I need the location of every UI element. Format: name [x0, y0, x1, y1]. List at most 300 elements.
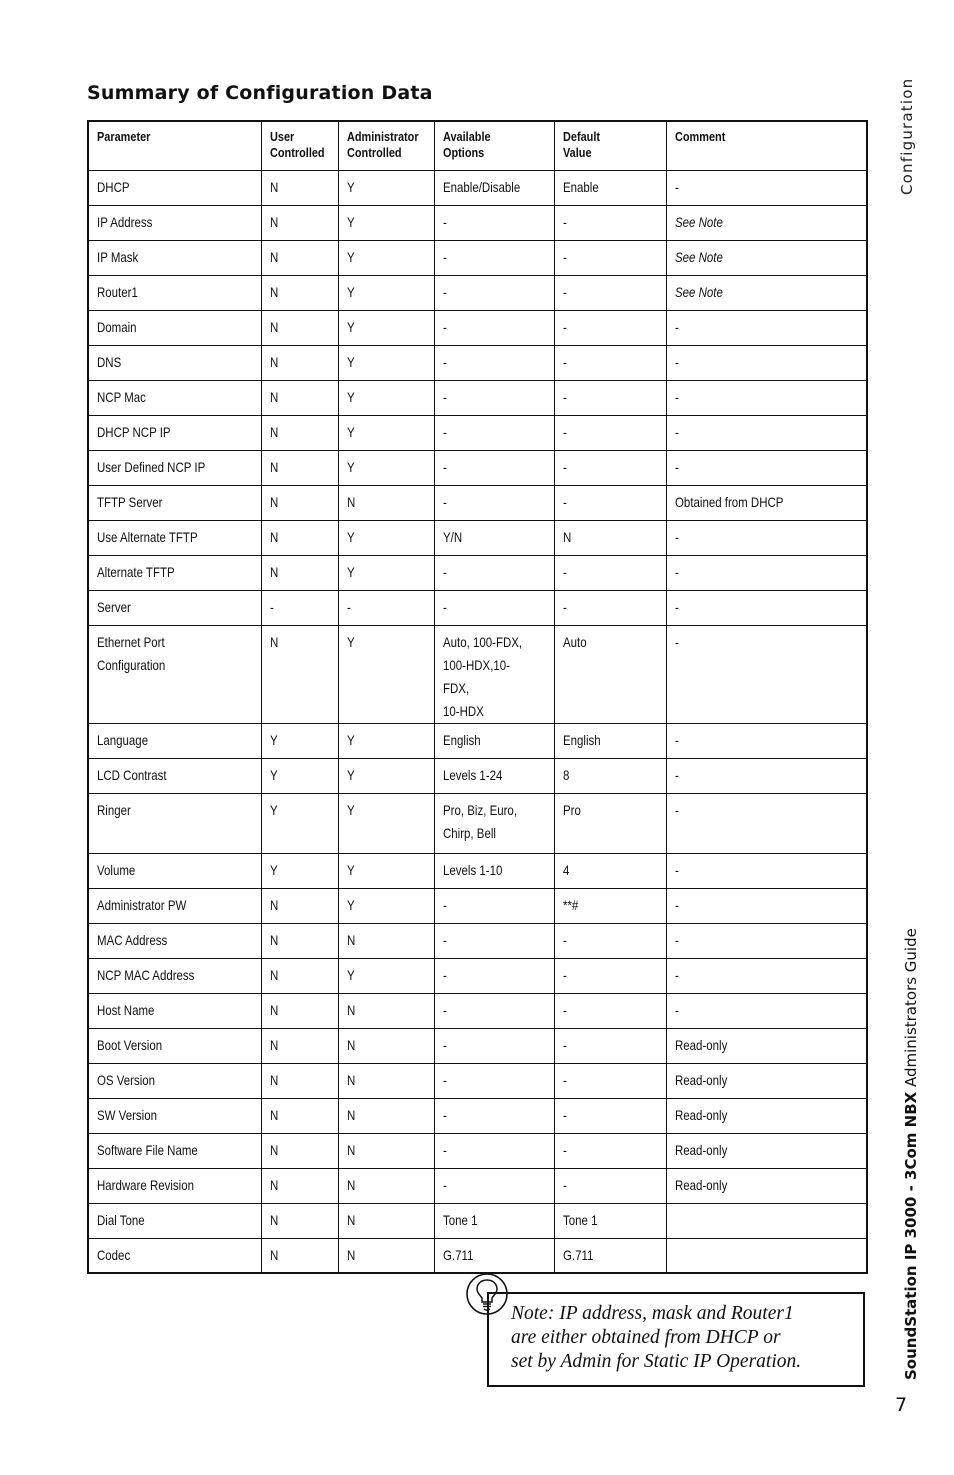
table-cell	[261, 888, 338, 923]
cell-text: G.711	[562, 1246, 593, 1263]
cell-text: 4	[562, 861, 569, 878]
table-cell	[88, 1133, 261, 1168]
table-cell	[434, 625, 554, 723]
table-cell	[666, 1133, 867, 1168]
cell-text: Y	[346, 731, 355, 748]
cell-text: -	[562, 1071, 567, 1088]
cell-text: Y	[346, 248, 355, 265]
table-cell	[338, 625, 434, 723]
table-cell	[338, 923, 434, 958]
table-row	[88, 1238, 867, 1273]
table-row	[88, 310, 867, 345]
cell-text: -	[562, 353, 567, 370]
cell-text: N	[269, 458, 278, 475]
table-row	[88, 625, 867, 723]
table-cell	[434, 1098, 554, 1133]
column-header-label: Parameter	[97, 129, 151, 144]
table-cell	[434, 450, 554, 485]
table-cell	[554, 555, 666, 590]
table-cell	[261, 590, 338, 625]
guide-suffix: Administrators Guide	[902, 928, 920, 1088]
table-cell	[88, 1028, 261, 1063]
note-box	[487, 1292, 865, 1387]
cell-text: NCP Mac	[97, 388, 146, 405]
table-cell	[88, 590, 261, 625]
cell-text: Hardware Revision	[97, 1176, 194, 1193]
cell-text: Read-only	[674, 1071, 727, 1088]
cell-text: IP Address	[97, 213, 153, 230]
table-cell	[261, 415, 338, 450]
table-cell	[88, 793, 261, 853]
table-row	[88, 240, 867, 275]
cell-text: Volume	[97, 861, 136, 878]
cell-text: N	[269, 528, 278, 545]
table-cell	[261, 1063, 338, 1098]
table-cell	[666, 958, 867, 993]
cell-text: N	[269, 1106, 278, 1123]
cell-text: N	[269, 493, 278, 510]
table-cell	[88, 723, 261, 758]
column-header	[88, 121, 261, 170]
cell-text: Language	[97, 731, 149, 748]
table-cell	[554, 1133, 666, 1168]
table-cell	[666, 555, 867, 590]
table-cell	[88, 1203, 261, 1238]
cell-text: -	[562, 423, 567, 440]
cell-text: OS Version	[97, 1071, 156, 1088]
table-cell	[88, 1238, 261, 1273]
table-cell	[261, 520, 338, 555]
table-cell	[338, 1168, 434, 1203]
cell-text: Y	[269, 731, 278, 748]
cell-text: Tone 1	[562, 1211, 597, 1228]
table-cell	[261, 450, 338, 485]
table-cell	[338, 205, 434, 240]
table-cell	[261, 170, 338, 205]
cell-text: N	[346, 1246, 355, 1263]
cell-text: Codec	[97, 1246, 131, 1263]
table-row	[88, 993, 867, 1028]
table-cell	[554, 205, 666, 240]
table-cell	[88, 415, 261, 450]
cell-text: **#	[562, 896, 578, 913]
cell-text: -	[562, 388, 567, 405]
table-row	[88, 1098, 867, 1133]
table-cell	[261, 1168, 338, 1203]
cell-text: -	[562, 598, 567, 615]
table-cell	[338, 888, 434, 923]
cell-text: -	[442, 248, 447, 265]
column-header	[261, 121, 338, 170]
table-row	[88, 205, 867, 240]
table-cell	[261, 993, 338, 1028]
table-cell	[666, 590, 867, 625]
table-cell	[261, 958, 338, 993]
guide-product: SoundStation IP 3000 - 3Com NBX	[902, 1091, 920, 1380]
cell-text: -	[562, 1141, 567, 1158]
table-cell	[338, 1063, 434, 1098]
cell-text: DHCP NCP IP	[97, 423, 171, 440]
table-cell	[666, 923, 867, 958]
cell-text: Y	[346, 283, 355, 300]
table-cell	[88, 345, 261, 380]
table-cell	[434, 958, 554, 993]
table-cell	[554, 888, 666, 923]
column-header-label: Default Value	[562, 129, 600, 160]
cell-text: Auto	[562, 633, 587, 650]
table-cell	[88, 205, 261, 240]
cell-text: N	[269, 1001, 278, 1018]
cell-text: -	[442, 1141, 447, 1158]
table-cell	[554, 923, 666, 958]
table-cell	[666, 240, 867, 275]
table-cell	[554, 415, 666, 450]
note-text: Note: IP address, mask and Router1 are either obtained from DHCP or set by Admin for Static IP Operation.	[511, 1303, 802, 1372]
cell-text: -	[562, 248, 567, 265]
cell-text: -	[674, 766, 679, 783]
table-cell	[434, 380, 554, 415]
cell-text: N	[346, 1211, 355, 1228]
table-cell	[88, 888, 261, 923]
cell-text: -	[674, 388, 679, 405]
cell-text: -	[562, 563, 567, 580]
table-cell	[554, 170, 666, 205]
guide-title	[902, 928, 920, 1380]
cell-text: Y	[346, 563, 355, 580]
cell-text: -	[562, 966, 567, 983]
table-cell	[554, 1028, 666, 1063]
table-row	[88, 1028, 867, 1063]
cell-text: -	[562, 493, 567, 510]
cell-text: Y	[346, 388, 355, 405]
table-cell	[261, 380, 338, 415]
table-cell	[554, 758, 666, 793]
table-row	[88, 1203, 867, 1238]
table-cell	[554, 275, 666, 310]
cell-text: -	[269, 598, 274, 615]
table-cell	[666, 1098, 867, 1133]
cell-text: -	[674, 861, 679, 878]
cell-text: Host Name	[97, 1001, 155, 1018]
cell-text: -	[442, 1176, 447, 1193]
table-cell	[554, 310, 666, 345]
table-cell	[554, 345, 666, 380]
cell-text: -	[442, 353, 447, 370]
cell-text: N	[269, 563, 278, 580]
table-cell	[554, 793, 666, 853]
cell-text: -	[674, 353, 679, 370]
cell-text: -	[442, 318, 447, 335]
table-cell	[338, 520, 434, 555]
table-cell	[434, 205, 554, 240]
column-header	[338, 121, 434, 170]
cell-text: -	[442, 896, 447, 913]
cell-text: -	[674, 318, 679, 335]
table-cell	[666, 310, 867, 345]
table-cell	[666, 853, 867, 888]
table-row	[88, 415, 867, 450]
cell-text: -	[442, 1071, 447, 1088]
cell-text: N	[269, 1036, 278, 1053]
cell-text: N	[269, 423, 278, 440]
cell-text: Y	[346, 861, 355, 878]
table-cell	[434, 758, 554, 793]
cell-text: MAC Address	[97, 931, 168, 948]
table-cell	[88, 450, 261, 485]
cell-text: -	[674, 896, 679, 913]
column-header	[434, 121, 554, 170]
cell-text: Enable/Disable	[442, 178, 520, 195]
cell-text: -	[442, 1001, 447, 1018]
cell-text: IP Mask	[97, 248, 139, 265]
cell-text: N	[269, 1141, 278, 1158]
table-cell	[554, 993, 666, 1028]
table-cell	[554, 723, 666, 758]
cell-text: Levels 1-24	[442, 766, 502, 783]
cell-text: -	[442, 931, 447, 948]
cell-text: Dial Tone	[97, 1211, 145, 1228]
cell-text: -	[562, 1106, 567, 1123]
table-cell	[434, 240, 554, 275]
page-number: 7	[895, 1394, 908, 1416]
cell-text: -	[442, 598, 447, 615]
table-cell	[666, 1028, 867, 1063]
cell-text: N	[269, 966, 278, 983]
table-cell	[88, 993, 261, 1028]
cell-text: -	[674, 458, 679, 475]
table-cell	[554, 625, 666, 723]
cell-text: -	[442, 1036, 447, 1053]
table-cell	[434, 1133, 554, 1168]
cell-text: G.711	[442, 1246, 473, 1263]
table-cell	[261, 485, 338, 520]
cell-text: Use Alternate TFTP	[97, 528, 198, 545]
cell-text: Tone 1	[442, 1211, 477, 1228]
table-cell	[434, 485, 554, 520]
table-cell	[434, 993, 554, 1028]
table-cell	[261, 345, 338, 380]
cell-text: Read-only	[674, 1106, 727, 1123]
cell-text: -	[674, 178, 679, 195]
table-cell	[338, 590, 434, 625]
cell-text: LCD Contrast	[97, 766, 167, 783]
table-cell	[88, 485, 261, 520]
cell-text: -	[674, 801, 679, 818]
cell-text: -	[562, 283, 567, 300]
table-cell	[338, 1028, 434, 1063]
cell-text: Y	[269, 801, 278, 818]
cell-text: Y	[269, 861, 278, 878]
table-cell	[261, 555, 338, 590]
cell-text: User Defined NCP IP	[97, 458, 206, 475]
cell-text: -	[442, 458, 447, 475]
cell-text: Pro, Biz, Euro, Chirp, Bell	[442, 801, 517, 841]
table-cell	[666, 625, 867, 723]
table-row	[88, 888, 867, 923]
table-cell	[554, 240, 666, 275]
cell-text: -	[674, 633, 679, 650]
cell-text: Administrator PW	[97, 896, 187, 913]
cell-text: Read-only	[674, 1141, 727, 1158]
cell-text: -	[562, 931, 567, 948]
cell-text: TFTP Server	[97, 493, 163, 510]
table-row	[88, 380, 867, 415]
table-cell	[434, 793, 554, 853]
table-cell	[554, 450, 666, 485]
cell-text: -	[442, 283, 447, 300]
table-cell	[666, 993, 867, 1028]
cell-text: N	[346, 931, 355, 948]
cell-text: N	[269, 388, 278, 405]
cell-text: Read-only	[674, 1176, 727, 1193]
cell-text: N	[269, 178, 278, 195]
cell-text: -	[442, 213, 447, 230]
table-cell	[434, 1203, 554, 1238]
column-header-label: Administrator Controlled	[346, 129, 419, 160]
table-row	[88, 1063, 867, 1098]
table-cell	[666, 1238, 867, 1273]
section-label: Configuration	[898, 77, 916, 195]
cell-text: Alternate TFTP	[97, 563, 175, 580]
table-cell	[338, 555, 434, 590]
table-row	[88, 723, 867, 758]
table-cell	[666, 758, 867, 793]
table-row	[88, 275, 867, 310]
table-cell	[666, 723, 867, 758]
cell-text: English	[442, 731, 481, 748]
table-cell	[338, 485, 434, 520]
table-cell	[554, 1098, 666, 1133]
table-cell	[261, 793, 338, 853]
cell-text: N	[562, 528, 571, 545]
table-cell	[261, 1098, 338, 1133]
cell-text: Obtained from DHCP	[674, 493, 783, 510]
table-row	[88, 450, 867, 485]
table-cell	[434, 275, 554, 310]
table-row	[88, 853, 867, 888]
column-header-label: Comment	[674, 129, 725, 144]
table-cell	[666, 485, 867, 520]
cell-text: -	[442, 1106, 447, 1123]
cell-text: Y	[269, 766, 278, 783]
cell-text: -	[674, 966, 679, 983]
column-header-label: User Controlled	[269, 129, 325, 160]
cell-text: N	[346, 1071, 355, 1088]
cell-text: -	[674, 1001, 679, 1018]
cell-text: Ethernet Port Configuration	[97, 633, 166, 673]
table-cell	[88, 520, 261, 555]
cell-text: N	[269, 283, 278, 300]
table-row	[88, 590, 867, 625]
table-cell	[666, 450, 867, 485]
cell-text: Y	[346, 353, 355, 370]
cell-text: -	[442, 423, 447, 440]
cell-text: Y	[346, 213, 355, 230]
cell-text: N	[269, 931, 278, 948]
cell-text: N	[269, 1176, 278, 1193]
cell-text: -	[562, 1176, 567, 1193]
cell-text: Y	[346, 896, 355, 913]
cell-text: Server	[97, 598, 131, 615]
cell-text: Enable	[562, 178, 599, 195]
table-cell	[434, 853, 554, 888]
table-row	[88, 345, 867, 380]
table-cell	[554, 1238, 666, 1273]
table-cell	[666, 345, 867, 380]
table-cell	[554, 485, 666, 520]
cell-text: English	[562, 731, 601, 748]
cell-text: DHCP	[97, 178, 130, 195]
table-cell	[261, 310, 338, 345]
table-cell	[434, 170, 554, 205]
table-cell	[88, 853, 261, 888]
cell-text: N	[269, 353, 278, 370]
table-cell	[554, 1168, 666, 1203]
page-title: Summary of Configuration Data	[87, 82, 433, 104]
table-cell	[434, 555, 554, 590]
table-cell	[666, 793, 867, 853]
table-cell	[434, 1063, 554, 1098]
cell-text: N	[346, 1001, 355, 1018]
cell-text: Y	[346, 458, 355, 475]
table-cell	[88, 310, 261, 345]
cell-text: N	[346, 1036, 355, 1053]
table-row	[88, 485, 867, 520]
column-header	[554, 121, 666, 170]
cell-text: N	[269, 1246, 278, 1263]
table-row	[88, 793, 867, 853]
table-cell	[88, 275, 261, 310]
cell-text: Boot Version	[97, 1036, 163, 1053]
table-cell	[554, 590, 666, 625]
table-cell	[338, 993, 434, 1028]
table-cell	[338, 723, 434, 758]
cell-text: Router1	[97, 283, 138, 300]
cell-text: DNS	[97, 353, 122, 370]
table-cell	[88, 1063, 261, 1098]
table-cell	[338, 380, 434, 415]
cell-text: N	[269, 1211, 278, 1228]
table-cell	[338, 1133, 434, 1168]
cell-text: Y	[346, 318, 355, 335]
column-header-label: Available Options	[442, 129, 491, 160]
cell-text: Auto, 100-FDX, 100-HDX,10-FDX, 10-HDX	[442, 633, 522, 719]
table-cell	[88, 958, 261, 993]
table-cell	[666, 415, 867, 450]
table-row	[88, 1133, 867, 1168]
table-cell	[666, 1168, 867, 1203]
table-cell	[666, 520, 867, 555]
table-cell	[338, 853, 434, 888]
table-cell	[338, 310, 434, 345]
table-cell	[261, 625, 338, 723]
cell-text: Y	[346, 423, 355, 440]
table-cell	[338, 1203, 434, 1238]
cell-text: -	[562, 458, 567, 475]
cell-text: SW Version	[97, 1106, 157, 1123]
table-cell	[88, 1098, 261, 1133]
table-cell	[434, 415, 554, 450]
table-cell	[261, 1238, 338, 1273]
cell-text: -	[346, 598, 351, 615]
table-body	[88, 170, 867, 1273]
table-row	[88, 958, 867, 993]
table-cell	[666, 888, 867, 923]
table-cell	[554, 853, 666, 888]
table-cell	[666, 380, 867, 415]
table-cell	[434, 1238, 554, 1273]
cell-text: -	[674, 423, 679, 440]
